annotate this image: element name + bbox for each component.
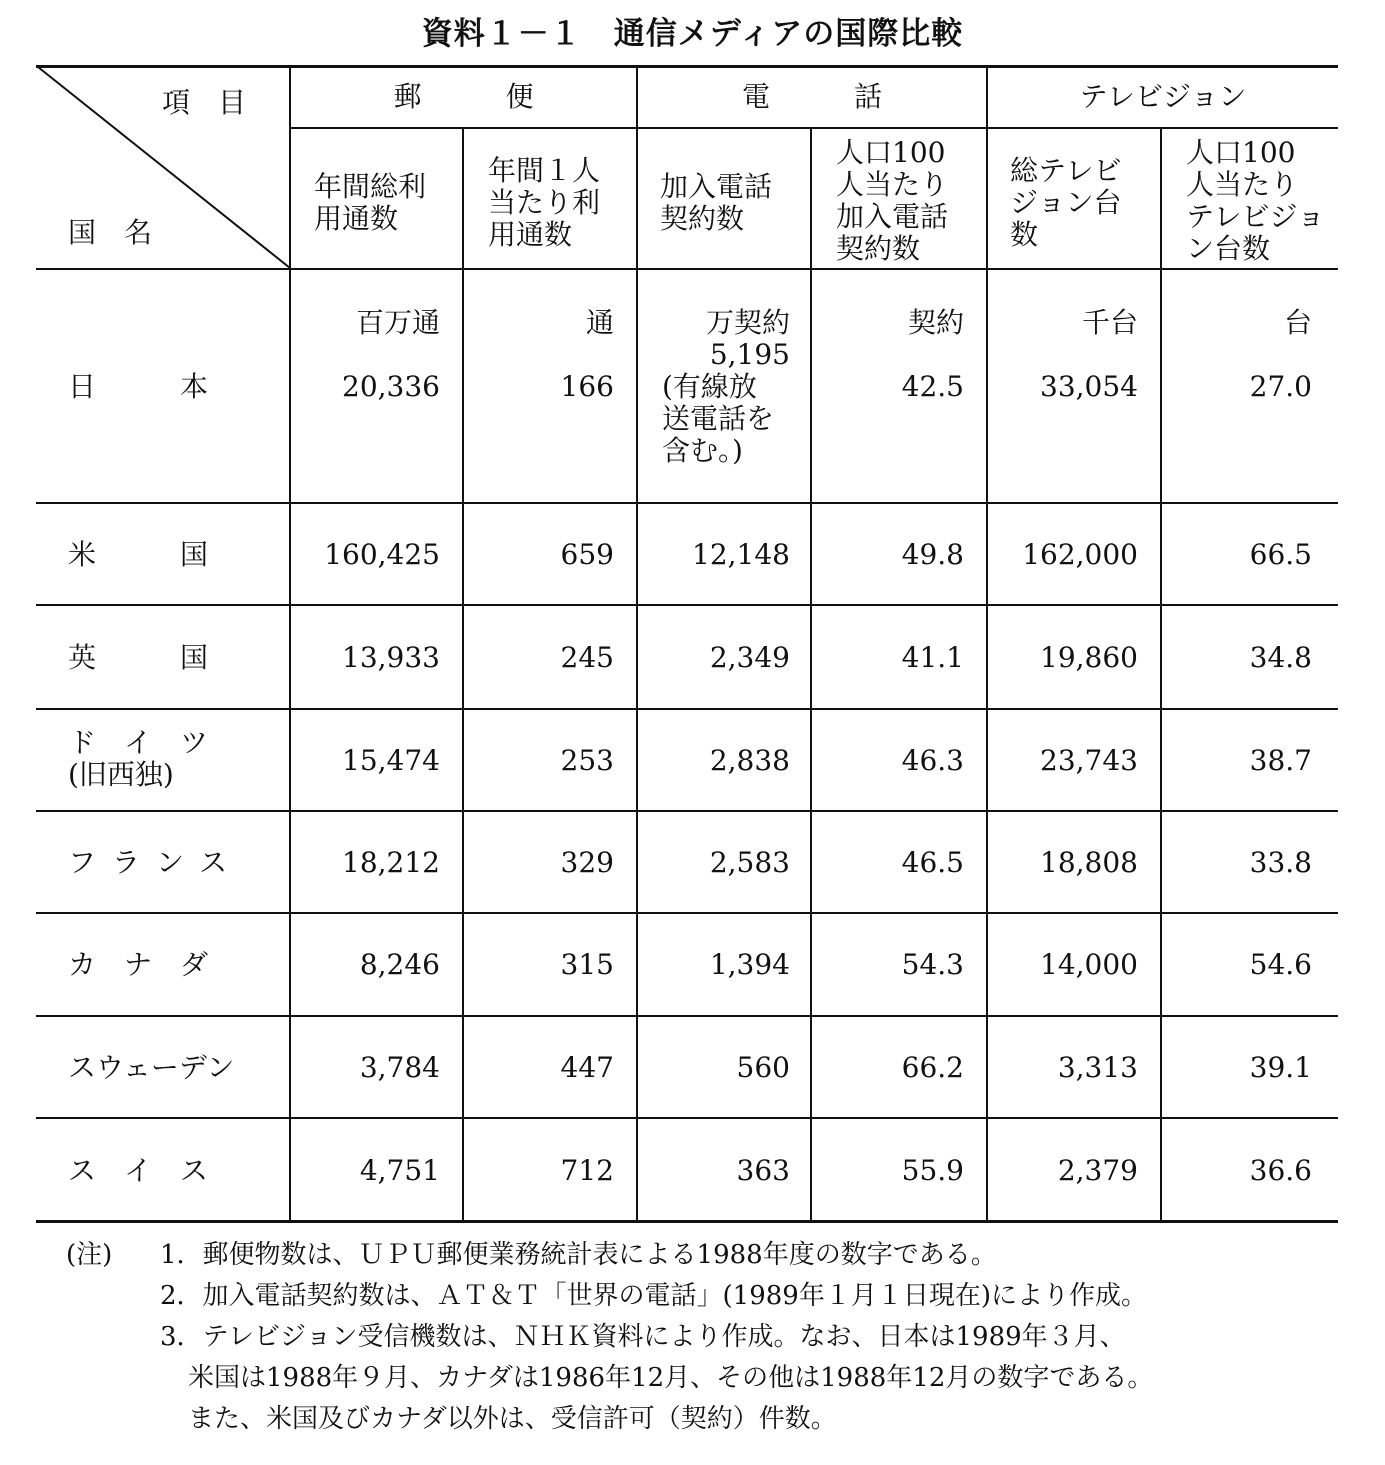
table-cell: 8,246: [359, 948, 440, 981]
note-line: 2．加入電話契約数は、ＡＴ＆Ｔ「世界の電話」(1989年１月１日現在)により作成。: [160, 1281, 1147, 1311]
table-cell: 1,394: [709, 948, 790, 981]
comparison-table: [36, 65, 1338, 1225]
table-cell: 46.3: [901, 744, 964, 777]
column-divider: [810, 128, 812, 1223]
note-line: 米国は1988年９月、カナダは1986年12月、その他は1988年12月の数字である。: [188, 1363, 1154, 1393]
table-cell: 560: [736, 1051, 790, 1084]
table-cell: 54.3: [901, 948, 964, 981]
row-divider: [36, 502, 1338, 504]
table-bottom-border: [36, 1220, 1338, 1223]
country-france: フランス: [68, 846, 244, 879]
table-cell: 42.5: [901, 370, 964, 403]
notes-label: (注): [66, 1240, 113, 1270]
row-divider: [36, 604, 1338, 606]
column-header-postal-per-capita: 年間１人 当たり利 用通数: [488, 154, 601, 251]
unit-label: 通: [585, 306, 614, 339]
table-cell: 363: [736, 1154, 790, 1187]
column-header-postal-total: 年間総利 用通数: [314, 170, 427, 235]
row-divider: [36, 912, 1338, 914]
table-cell: 2,349: [709, 641, 790, 674]
table-cell: 712: [560, 1154, 614, 1187]
group-header-telephone: 電 話: [741, 80, 882, 113]
table-cell: 329: [560, 846, 614, 879]
table-cell: 245: [560, 641, 614, 674]
table-cell: 20,336: [342, 370, 440, 403]
note-line: 3．テレビジョン受信機数は、ＮＨＫ資料により作成。なお、日本は1989年３月、: [160, 1322, 1126, 1352]
country-uk: 英 国: [68, 641, 209, 674]
table-cell: 66.2: [901, 1051, 964, 1084]
table-cell: 38.7: [1249, 744, 1312, 777]
table-cell: 34.8: [1249, 641, 1312, 674]
table-cell: 19,860: [1040, 641, 1138, 674]
group-header-television: テレビジョン: [1079, 80, 1247, 113]
table-title: 資料１－１ 通信メディアの国際比較: [421, 16, 964, 52]
table-cell: 315: [560, 948, 614, 981]
table-cell: 33.8: [1249, 846, 1312, 879]
row-divider: [36, 1015, 1338, 1017]
table-cell: 14,000: [1040, 948, 1138, 981]
column-header-telephone-subscriptions: 加入電話 契約数: [660, 170, 773, 235]
table-cell: 39.1: [1249, 1051, 1312, 1084]
unit-label: 千台: [1081, 306, 1138, 339]
country-usa: 米 国: [68, 538, 209, 571]
column-divider: [636, 65, 638, 1223]
row-divider: [36, 708, 1338, 710]
column-header-tv-per-100: 人口100 人当たり テレビジョ ン台数: [1186, 136, 1325, 265]
country-switzerland: ス イ ス: [68, 1154, 209, 1187]
table-cell: 27.0: [1249, 370, 1312, 403]
table-cell: 13,933: [342, 641, 440, 674]
table-cell: 33,054: [1040, 370, 1138, 403]
column-divider: [462, 128, 464, 1223]
table-cell: 253: [560, 744, 614, 777]
table-cell: 46.5: [901, 846, 964, 879]
table-cell: 2,838: [709, 744, 790, 777]
country-canada: カ ナ ダ: [68, 948, 209, 981]
unit-label: 百万通: [355, 306, 440, 339]
country-japan: 日 本: [68, 370, 209, 403]
row-divider: [36, 810, 1338, 812]
group-header-divider: [290, 127, 1338, 129]
unit-label: 契約: [907, 306, 964, 339]
note-line: また、米国及びカナダ以外は、受信許可（契約）件数。: [188, 1404, 837, 1434]
table-cell: 447: [560, 1051, 614, 1084]
table-cell: 41.1: [901, 641, 964, 674]
column-header-telephone-per-100: 人口100 人当たり 加入電話 契約数: [836, 136, 949, 265]
corner-country-label: 国 名: [68, 216, 153, 249]
group-header-postal: 郵 便: [393, 80, 534, 113]
table-cell: 55.9: [901, 1154, 964, 1187]
table-cell: 5,195: [709, 338, 790, 371]
table-cell: 12,148: [692, 538, 790, 571]
column-divider: [1160, 128, 1162, 1223]
table-cell: 659: [560, 538, 614, 571]
table-cell: 54.6: [1249, 948, 1312, 981]
table-cell: 3,784: [359, 1051, 440, 1084]
table-cell: 166: [560, 370, 614, 403]
table-cell: 15,474: [342, 744, 440, 777]
unit-label: 万契約: [705, 306, 790, 339]
note-line: 1．郵便物数は、ＵＰＵ郵便業務統計表による1988年度の数字である。: [160, 1240, 997, 1270]
japan-telephone-note: (有線放 送電話を 含む。): [662, 370, 775, 467]
table-cell: 160,425: [324, 538, 440, 571]
table-cell: 2,379: [1057, 1154, 1138, 1187]
table-cell: 36.6: [1249, 1154, 1312, 1187]
table-cell: 162,000: [1022, 538, 1138, 571]
country-sweden: スウェーデン: [68, 1051, 235, 1084]
table-cell: 3,313: [1057, 1051, 1138, 1084]
country-germany: ド イ ツ (旧西独): [68, 726, 209, 791]
column-divider: [986, 65, 988, 1223]
corner-item-label: 項 目: [162, 86, 247, 119]
table-cell: 2,583: [709, 846, 790, 879]
table-cell: 18,212: [342, 846, 440, 879]
table-cell: 66.5: [1249, 538, 1312, 571]
table-cell: 18,808: [1040, 846, 1138, 879]
row-divider: [36, 1117, 1338, 1119]
column-header-tv-total: 総テレビ ジョン台 数: [1010, 154, 1122, 251]
table-cell: 4,751: [359, 1154, 440, 1187]
unit-label: 台: [1283, 306, 1312, 339]
table-cell: 23,743: [1040, 744, 1138, 777]
table-cell: 49.8: [901, 538, 964, 571]
